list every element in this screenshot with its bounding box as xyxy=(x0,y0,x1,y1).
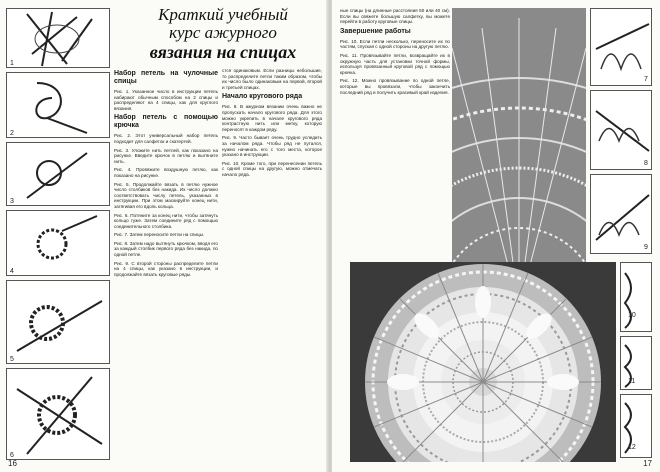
paragraph: Рис. 11. Провязывайте петли, возвращайте их в окружную часть для установки точной формы, используя провязанный круговой ряд с помощью крючка. xyxy=(340,52,450,75)
knitting-stitch-illustration xyxy=(591,91,653,171)
paragraph: Рис. 8. Затем надо вытянуть крючком, вводя его за каждый столбик первого ряда без накида, по одной петле. xyxy=(114,240,218,258)
figure-number: 3 xyxy=(10,198,14,205)
figure-number: 4 xyxy=(10,268,14,275)
figure-number: 6 xyxy=(10,452,14,459)
paragraph: Рис. 7. Затем переносите петли на спицы. xyxy=(114,232,205,238)
figure-number: 1 xyxy=(10,60,14,67)
lace-doily-image xyxy=(350,262,616,462)
figure-11 xyxy=(620,336,652,390)
page-number: 16 xyxy=(8,459,17,468)
figure-number: 12 xyxy=(628,444,636,451)
figure-7 xyxy=(590,8,652,86)
title-line-1: Краткий учебный xyxy=(158,5,288,24)
figure-10 xyxy=(620,262,652,332)
paragraph: Рис. 8. В ажурном вязании очень важно не пропускать начало кругового ряда. Для этого можно укрепить в начале кругового ряда контрастную нить или метку, которую переносят в каждом ряду. xyxy=(222,104,322,132)
paragraph: Рис. 10. Если петли несколько, переносите их по частям, спуская с одной стороны на другую петлю. xyxy=(340,38,450,50)
lace-pattern-image xyxy=(452,8,586,262)
four-needles-illustration xyxy=(7,369,111,461)
paragraph: Рис. 6. Потяните за конец нити, чтобы затянуть кольцо туже. Затем соедините ряд с помощью соединительного столбика. xyxy=(114,212,218,229)
figure-number: 7 xyxy=(644,76,648,83)
loop-illustration xyxy=(7,73,111,139)
right-text-column xyxy=(340,8,450,258)
article-title xyxy=(118,6,328,62)
figure-8 xyxy=(590,90,652,170)
paragraph: Рис. 1. Указанное число в инструкции петель набирают обычным способом на 2 спицы и распределяют на 4 спицы, как для круглого вязания. xyxy=(114,89,218,111)
stitch-ring-illustration xyxy=(7,211,111,277)
figure-number: 5 xyxy=(10,356,14,363)
section-heading: Набор петель с помощью крючка xyxy=(114,114,218,130)
paragraph: ные спицы (на длинные расстояния 50 или 40 см). Если вы свяжете большую салфетку, вы можете перейти в работу круговые спицы. xyxy=(340,8,450,25)
paragraph: Рис. 5. Продолжайте вязать в петлю нужное число столбиков без накида. Их число должно соответствовать числу петель, указанных в инструкции. При этом маскируйте конец нити, затягивая его вдоль кольца. xyxy=(114,181,218,209)
page-number: 17 xyxy=(643,459,652,468)
figure-12 xyxy=(620,394,652,458)
edge-stitch-illustration xyxy=(621,395,653,459)
section-heading: Начало кругового ряда xyxy=(222,93,303,101)
figure-6 xyxy=(6,368,110,460)
figure-number: 2 xyxy=(10,130,14,137)
paragraph: Рис. 9. С второй стороны распределите петли на 4 спицы, как указано в инструкции, и продолжайте вязать круговые ряды. xyxy=(114,260,218,277)
lace-photo-top xyxy=(452,8,586,262)
ring-on-needles-illustration xyxy=(7,281,111,365)
title-line-2: курс ажурного xyxy=(169,23,277,43)
edge-stitch-illustration xyxy=(621,263,653,333)
paragraph: Рис. 2. Этот универсальный набор петель подходит для салфеток и скатертей. xyxy=(114,133,218,144)
paragraph: Рис. 3. Уложите нить петлей, как показано на рисунке. Введите крючок в петлю и вытяните нить. xyxy=(114,147,218,164)
left-text-column-1 xyxy=(114,68,218,468)
figure-number: 11 xyxy=(628,378,636,385)
figure-4 xyxy=(6,210,110,276)
crochet-hook-illustration xyxy=(7,143,111,207)
doily-photo xyxy=(350,262,616,462)
paragraph: Рис. 4. Провяжите воздушную петлю, как показано на рисунке. xyxy=(114,167,218,178)
figure-9 xyxy=(590,174,652,254)
title-line-3: вязания на спицах xyxy=(149,41,297,62)
section-heading: Завершение работы xyxy=(340,27,411,35)
left-text-column-2 xyxy=(222,68,322,468)
figure-1 xyxy=(6,8,110,68)
figure-5 xyxy=(6,280,110,364)
paragraph: Рис. 12. Можно провязывание по одной петле, которые вы провязали, чтобы закончить последний ряд и получить красивый край изделия. xyxy=(340,78,450,95)
figure-number: 9 xyxy=(644,244,648,251)
left-page xyxy=(0,0,328,472)
figure-number: 10 xyxy=(628,312,636,319)
paragraph: стся одинаковым. Если разницы небольшие, то распределите петли таким образом, чтобы их число было одинаковым на первой, второй и третьей спицах. xyxy=(222,68,322,90)
knitting-stitch-illustration xyxy=(591,175,653,255)
edge-stitch-illustration xyxy=(621,337,653,391)
figure-3 xyxy=(6,142,110,206)
paragraph: Рис. 9. Часто бывает очень трудно уследить за началом ряда. Чтобы ряд не путался, нужно начинать его с того места, которое указано в инструкции. xyxy=(222,135,322,158)
figure-2 xyxy=(6,72,110,138)
paragraph: Рис. 10. Кроме того, при перенесении петель с одной спицы на другую, можно отмечать начало ряда. xyxy=(222,160,322,177)
section-heading: Набор петель на чулочные спицы xyxy=(114,70,218,85)
needles-illustration xyxy=(7,9,111,69)
figure-number: 8 xyxy=(644,160,648,167)
